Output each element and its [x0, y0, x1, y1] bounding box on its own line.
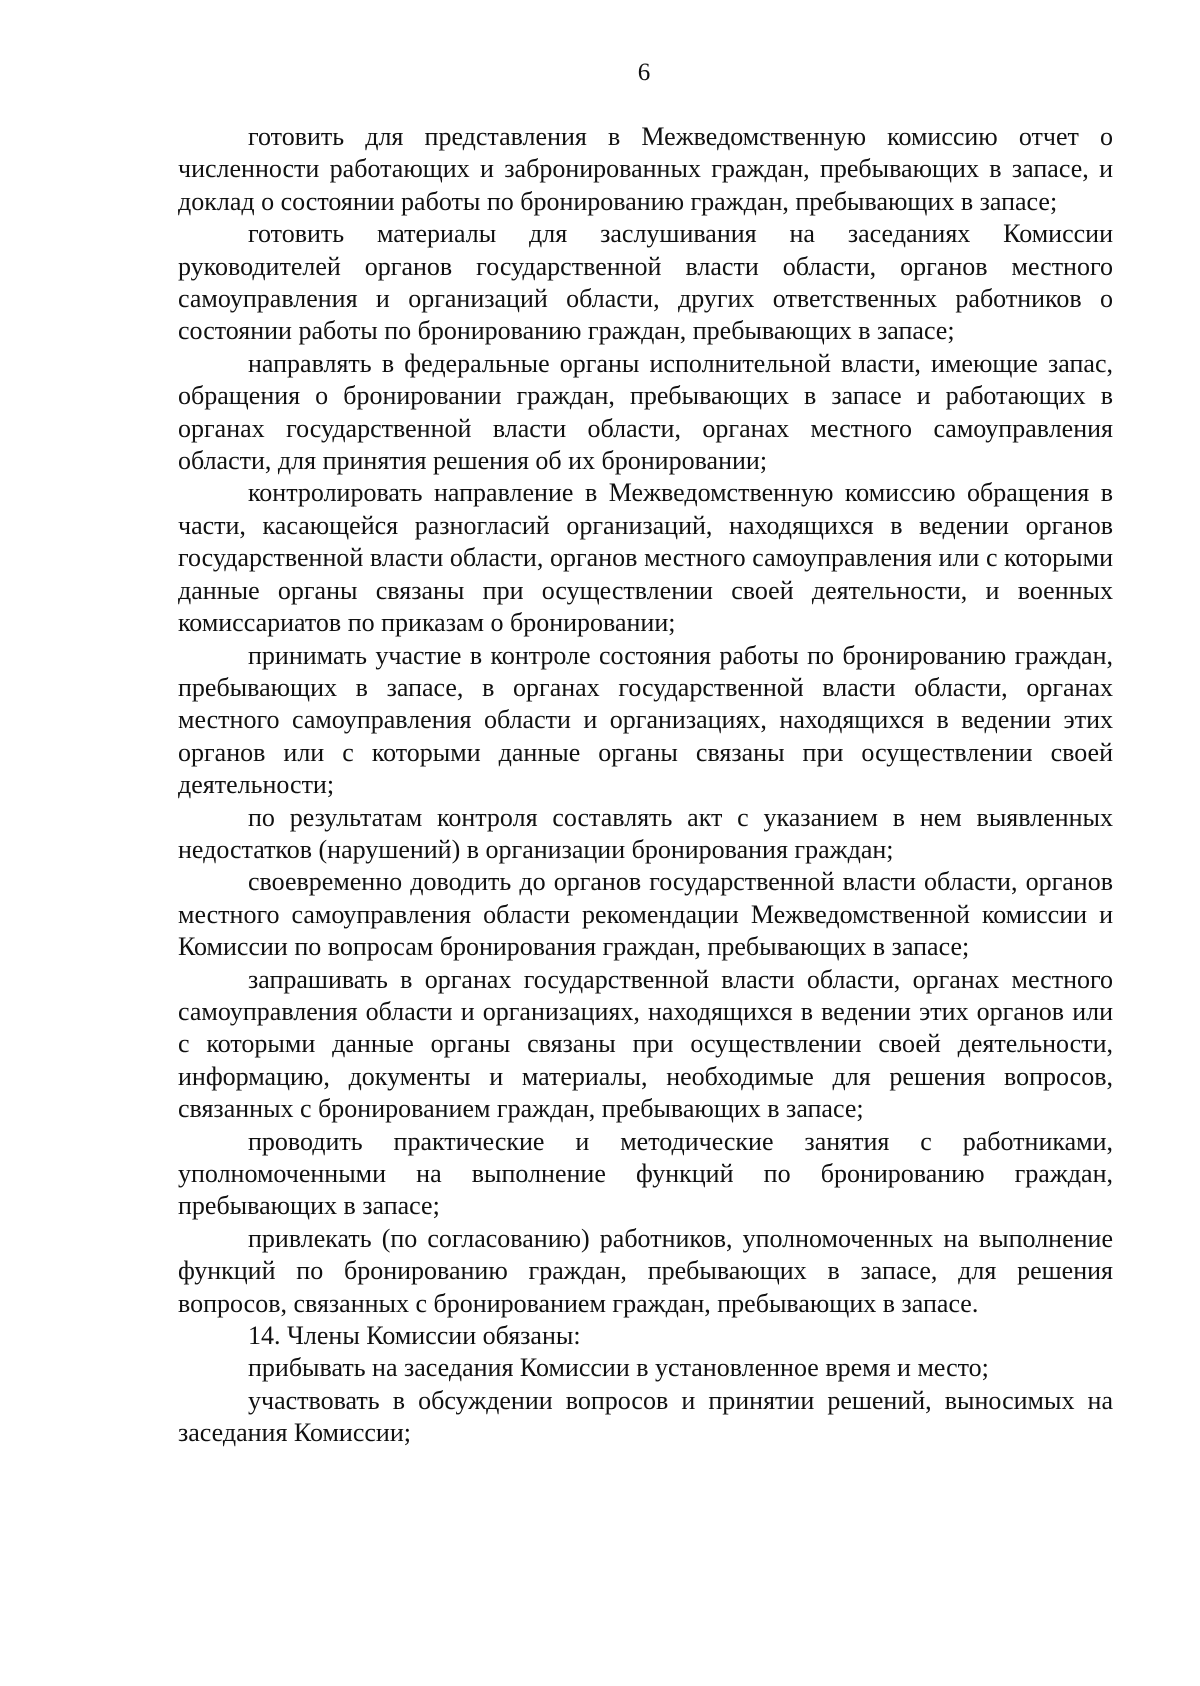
section-heading: 14. Члены Комиссии обязаны:	[248, 1321, 581, 1351]
paragraph: своевременно доводить до органов государственной власти области, органов местного самоуправления области рекомендации Межведомственной комиссии и Комиссии по вопросам бронирования граждан, пребывающих в запасе;	[178, 867, 1113, 962]
paragraph: направлять в федеральные органы исполнительной власти, имеющие запас, обращения о бронировании граждан, пребывающих в запасе и работающих в органах государственной власти области, органах местного самоуправления области, для принятия решения об их бронировании;	[178, 348, 1113, 476]
document-body	[178, 121, 1113, 1450]
paragraph: готовить для представления в Межведомственную комиссию отчет о численности работающих и забронированных граждан, пребывающих в запасе, и доклад о состоянии работы по бронированию граждан, пребывающих в запасе;	[178, 122, 1113, 216]
paragraph: привлекать (по согласованию) работников, уполномоченных на выполнение функций по бронированию граждан, пребывающих в запасе, для решения вопросов, связанных с бронированием граждан, пребывающих в запасе.	[178, 1223, 1113, 1318]
paragraph: запрашивать в органах государственной власти области, органах местного самоуправления области и организациях, находящихся в ведении этих органов или с которыми данные органы связаны при осуществлении своей деятельности, информацию, документы и материалы, необходимые для решения вопросов, связанных с бронированием граждан, пребывающих в запасе;	[178, 964, 1113, 1124]
paragraph: участвовать в обсуждении вопросов и принятии решений, выносимых на заседания Комиссии;	[178, 1385, 1113, 1448]
paragraph: проводить практические и методические занятия с работниками, уполномоченными на выполнение функций по бронированию граждан, пребывающих в запасе;	[178, 1126, 1113, 1221]
paragraph: контролировать направление в Межведомственную комиссию обращения в части, касающейся разногласий организаций, находящихся в ведении органов государственной власти области, органов местного самоуправления или с которыми данные органы связаны при осуществлении своей деятельности, и военных комиссариатов по приказам о бронировании;	[178, 478, 1113, 638]
page-number: 6	[637, 59, 651, 86]
paragraph: принимать участие в контроле состояния работы по бронированию граждан, пребывающих в запасе, в органах государственной власти области, органах местного самоуправления области и организациях, находящихся в ведении этих органов или с которыми данные органы связаны при осуществлении своей деятельности;	[178, 640, 1113, 800]
paragraph: прибывать на заседания Комиссии в установленное время и место;	[248, 1353, 989, 1383]
paragraph: готовить материалы для заслушивания на заседаниях Комиссии руководителей органов государственной власти области, органов местного самоуправления и организаций области, других ответственных работников о состоянии работы по бронированию граждан, пребывающих в запасе;	[178, 219, 1113, 346]
paragraph: по результатам контроля составлять акт с указанием в нем выявленных недостатков (нарушений) в организации бронирования граждан;	[178, 802, 1113, 864]
